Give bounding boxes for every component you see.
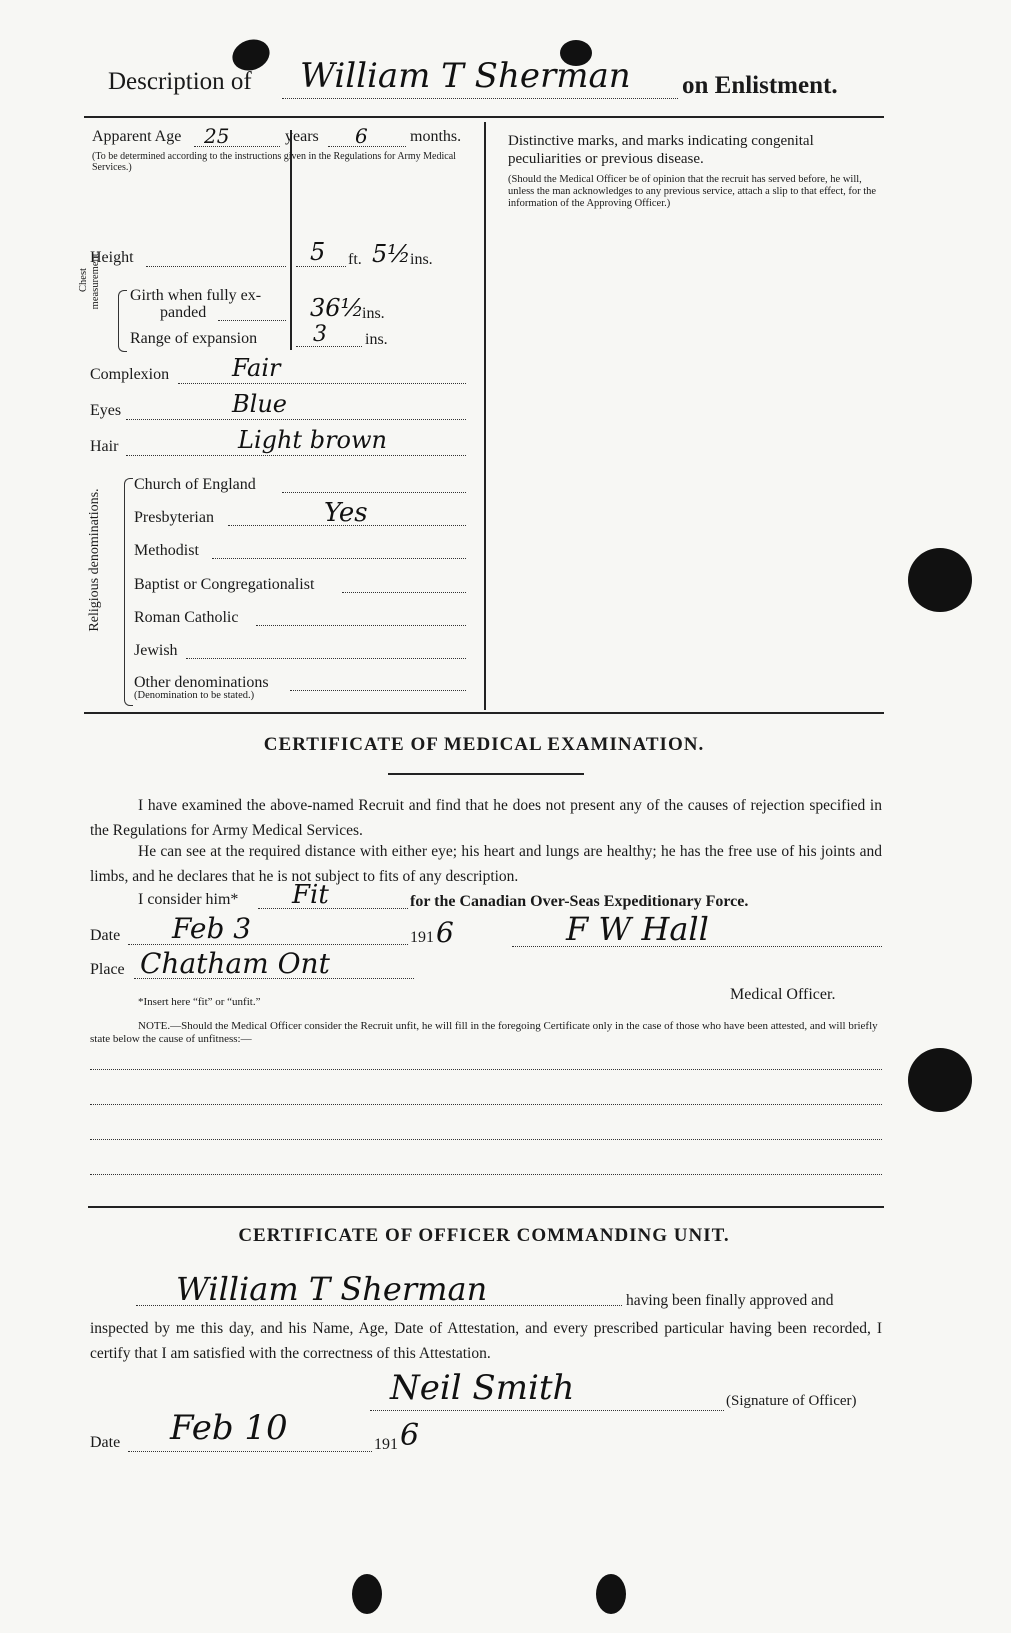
force-label: for the Canadian Over-Seas Expeditionary Force. xyxy=(410,893,749,910)
months-label: months. xyxy=(410,128,462,145)
hair-line xyxy=(126,455,466,456)
medical-date-value: Feb 3 xyxy=(172,912,252,945)
girth-label-2: panded xyxy=(160,304,207,321)
commanding-officer-signature: Neil Smith xyxy=(390,1368,575,1408)
section-rule xyxy=(88,1206,884,1208)
age-years-value: 25 xyxy=(204,124,230,148)
denomination-other: Other denominations xyxy=(134,674,269,691)
commanding-year-prefix: 191 xyxy=(374,1436,398,1453)
enlistee-name: William T Sherman xyxy=(300,56,631,96)
consider-label: I consider him* xyxy=(138,891,239,908)
commanding-text: inspected by me this day, and his Name, Age, Date of Attestation, and every prescribed particular having been recorded, I certify that I am satisfied with the correctness of this Attestation. xyxy=(90,1320,882,1362)
age-note: (To be determined according to the instructions given in the Regulations for Army Medical Services.) xyxy=(92,151,456,173)
commanding-text-start: having been finally approved and xyxy=(626,1292,834,1309)
unfit-line xyxy=(90,1139,882,1140)
ft-label: ft. xyxy=(348,251,362,268)
height-in-value: 5½ xyxy=(372,240,411,268)
unfit-line xyxy=(90,1104,882,1105)
medical-officer-label: Medical Officer. xyxy=(730,986,836,1003)
commanding-signature-label: (Signature of Officer) xyxy=(726,1393,857,1409)
commanding-name-value: William T Sherman xyxy=(176,1270,488,1308)
age-months-value: 6 xyxy=(355,124,368,148)
denomination-baptist: Baptist or Congregationalist xyxy=(134,576,315,593)
medical-para-1: I have examined the above-named Recruit and find that he does not present any of the causes of rejection specified in the Regulations for Army Medical Services. xyxy=(90,797,882,839)
girth-label-line xyxy=(218,320,286,321)
section-rule xyxy=(84,712,884,714)
girth-label-1: Girth when fully ex- xyxy=(130,287,262,304)
medical-date-label: Date xyxy=(90,927,121,944)
consider-line xyxy=(258,908,408,909)
religion-brace xyxy=(124,478,133,706)
complexion-line xyxy=(178,383,466,384)
range-unit: ins. xyxy=(365,331,388,348)
chest-brace xyxy=(118,290,127,352)
range-label: Range of expansion xyxy=(130,330,258,347)
commanding-date-label: Date xyxy=(90,1434,121,1451)
height-ft-value: 5 xyxy=(310,238,326,266)
medical-officer-signature: F W Hall xyxy=(566,910,709,948)
denomination-methodist: Methodist xyxy=(134,542,199,559)
ins-label: ins. xyxy=(410,251,433,268)
punch-hole xyxy=(596,1574,626,1614)
title-rule xyxy=(388,773,584,775)
eyes-line xyxy=(126,419,466,420)
name-line xyxy=(282,98,678,99)
denomination-church-of-england: Church of England xyxy=(134,476,256,493)
denomination-presbyterian: Presbyterian xyxy=(134,509,214,526)
religion-label: Religious denominations. xyxy=(87,488,102,632)
medical-year-suffix: 6 xyxy=(436,916,454,949)
height-ft-line xyxy=(296,266,346,267)
denomination-line xyxy=(256,625,466,626)
denomination-line xyxy=(186,658,466,659)
girth-unit: ins. xyxy=(362,305,385,322)
commanding-date-line xyxy=(128,1451,372,1452)
complexion-label: Complexion xyxy=(90,366,170,383)
complexion-value: Fair xyxy=(232,354,281,382)
commanding-signature-line xyxy=(370,1410,724,1411)
commanding-date-value: Feb 10 xyxy=(170,1408,288,1448)
punch-hole xyxy=(352,1574,382,1614)
unfit-line xyxy=(90,1069,882,1070)
medical-para-2: He can see at the required distance with either eye; his heart and lungs are healthy; he has the free use of his joints and limbs, and he declares that he is not subject to fits of any description. xyxy=(90,843,882,885)
denomination-note: (Denomination to be stated.) xyxy=(134,690,255,701)
eyes-label: Eyes xyxy=(90,402,122,419)
denomination-roman-catholic: Roman Catholic xyxy=(134,609,239,626)
chest-label: Chest measurement. xyxy=(78,250,101,310)
height-label: Height xyxy=(90,249,134,266)
years-label: years xyxy=(285,128,319,145)
commanding-year-suffix: 6 xyxy=(400,1418,420,1453)
header-suffix: on Enlistment. xyxy=(682,72,838,99)
denomination-line xyxy=(212,558,466,559)
eyes-value: Blue xyxy=(232,390,287,418)
hair-value: Light brown xyxy=(238,426,387,454)
denomination-line xyxy=(342,592,466,593)
marks-note: (Should the Medical Officer be of opinion that the recruit has served before, he will, unless the man acknowledges to any previous service, attach a slip to that effect, for the information of the Approving Officer.) xyxy=(508,174,877,209)
punch-hole xyxy=(908,1048,972,1112)
girth-value: 36½ xyxy=(310,294,364,322)
height-label-line xyxy=(146,266,286,267)
presbyterian-value: Yes xyxy=(324,498,368,528)
unfit-note: NOTE.—Should the Medical Officer consider the Recruit unfit, he will fill in the foregoing Certificate only in the case of those who have been attested, and will briefly state below the cause of unfitness:— xyxy=(90,1020,878,1045)
consider-value: Fit xyxy=(292,880,329,910)
denomination-line xyxy=(290,690,466,691)
unfit-line xyxy=(90,1174,882,1175)
medical-title: CERTIFICATE OF MEDICAL EXAMINATION. xyxy=(263,734,705,755)
range-line xyxy=(296,346,362,347)
commanding-title: CERTIFICATE OF OFFICER COMMANDING UNIT. xyxy=(238,1225,730,1246)
punch-hole xyxy=(908,548,972,612)
age-label: Apparent Age xyxy=(92,128,182,145)
place-label: Place xyxy=(90,961,125,978)
insert-note: *Insert here “fit” or “unfit.” xyxy=(138,996,261,1008)
column-divider xyxy=(484,122,486,710)
hair-label: Hair xyxy=(90,438,119,455)
header-prefix: Description of xyxy=(108,68,252,95)
marks-heading: Distinctive marks, and marks indicating congenital peculiarities or previous disease. xyxy=(508,133,814,167)
range-value: 3 xyxy=(313,322,327,347)
medical-year-prefix: 191 xyxy=(410,929,434,946)
place-value: Chatham Ont xyxy=(140,947,330,980)
denomination-line xyxy=(282,492,466,493)
top-rule xyxy=(84,116,884,118)
denomination-jewish: Jewish xyxy=(134,642,178,659)
medical-date-line xyxy=(128,944,408,945)
